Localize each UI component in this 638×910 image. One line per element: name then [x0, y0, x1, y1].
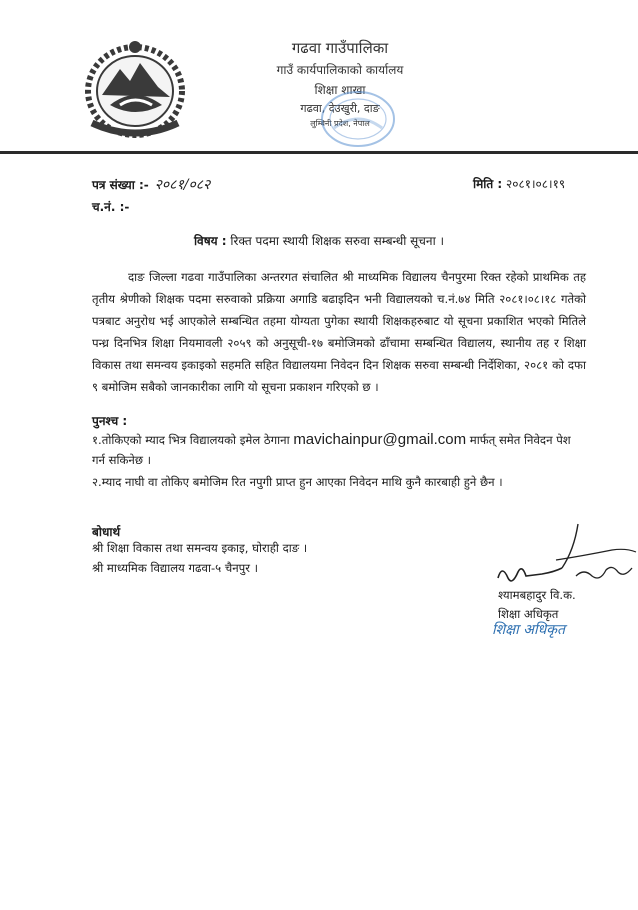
- letter-date: [473, 175, 565, 192]
- nepal-emblem-icon: [80, 35, 190, 140]
- letter-body: दाङ जिल्ला गढवा गाउँपालिका अन्तरगत संचालित श्री माध्यमिक विद्यालय चैनपुरमा रिक्त रहेको प्राथमिक तह तृतीय श्रेणीको शिक्षक पदमा सरुवाको प्रक्रिया अगाडि बढाइदिन भनी विद्यालयको च.नं.७४ मिति २०८१।०८।१८ गतेको पत्रबाट अनुरोध भई आएकोले सम्बन्धित तहमा योग्यता पुगेका स्थायी शिक्षकहरुबाट यो सूचना प्रकाशित भएको मितिले पन्ध्र दिनभित्र शिक्षा नियमावली २०५९ को अनुसूची-१७ बमोजिमको ढाँचामा सम्बन्धित विद्यालय, स्थानीय तह र शिक्षा विकास तथा समन्वय इकाइको सहमति सहित विद्यालयमा निवेदन दिन शिक्षक सरुवा सम्बन्धी निर्देशिका, २०८१ को दफा ९ बमोजिम सबैको जानकारीका लागि यो सूचना प्रकाशन गरिएको छ ।: [92, 270, 586, 394]
- municipality-name: गढवा गाउँपालिका: [291, 39, 389, 57]
- section-name: शिक्षा शाखा: [314, 83, 366, 97]
- province-name: लुम्बिनी प्रदेश, नेपाल: [310, 119, 370, 128]
- postscript-item-2: २.म्याद नाघी वा तोकिए बमोजिम रित नपुगी प्राप्त हुन आएका निवेदन माथि कुनै कारबाही हुने छैन ।: [92, 475, 503, 489]
- signatory-seal: शिक्षा अधिकृत: [492, 622, 565, 638]
- office-name: गाउँ कार्यपालिकाको कार्यालय: [276, 63, 404, 77]
- ref-label: पत्र संख्या :-: [92, 178, 149, 192]
- office-stamp-icon: [318, 88, 398, 150]
- letter-subject: [0, 232, 638, 249]
- reference-number: [92, 175, 210, 194]
- postscript-label: पुनश्च :: [92, 414, 128, 428]
- copy-to-recipient-1: श्री शिक्षा विकास तथा समन्वय इकाइ, घोराही दाङ ।: [92, 541, 308, 555]
- ref-value: २०८१/०८२: [154, 177, 211, 193]
- school-email: mavichainpur@gmail.com: [293, 431, 467, 448]
- ps1-text-after: मार्फत् समेत निवेदन पेश गर्न सकिनेछ ।: [92, 433, 571, 467]
- office-address: गढवा, देउखुरी, दाङ: [300, 102, 380, 115]
- signatory-title: शिक्षा अधिकृत: [498, 607, 559, 621]
- date-label: मिति :: [473, 177, 503, 191]
- signatory-name: श्यामबहादुर वि.क.: [498, 588, 576, 602]
- ps1-text-before: १.तोकिएको म्याद भित्र विद्यालयको इमेल ठेगाना: [92, 433, 290, 447]
- copy-to-label: बोधार्थ: [92, 525, 121, 539]
- subject-text: रिक्त पदमा स्थायी शिक्षक सरुवा सम्बन्धी सूचना ।: [230, 234, 445, 248]
- handwritten-signature-icon: [492, 520, 638, 595]
- dispatch-number-label: च.नं. :-: [92, 200, 130, 214]
- subject-label: विषय :: [193, 234, 227, 248]
- header-divider: [0, 151, 638, 154]
- copy-to-recipient-2: श्री माध्यमिक विद्यालय गढवा-५ चैनपुर ।: [92, 561, 259, 575]
- postscript-item-1: [92, 430, 586, 470]
- date-value: २०८१।०८।१९: [506, 177, 566, 191]
